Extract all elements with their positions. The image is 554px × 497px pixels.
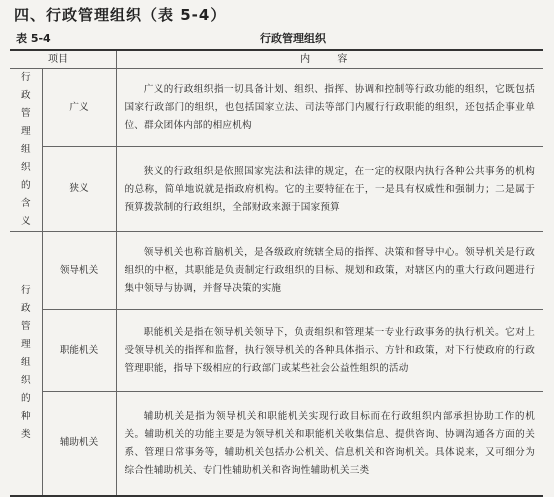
row-text-leadership: 领导机关也称首脑机关，是各级政府统辖全局的指挥、决策和督导中心。领导机关是行政组织的中枢，其职能是负责制定行政组织的目标、规划和政策，对辖区内的重大行政问题进行集中领导与协调，并督导决策的实施 [116, 232, 543, 310]
table-row [10, 310, 543, 392]
row-text-auxiliary: 辅助机关是指为领导机关和职能机关实现行政目标而在行政组织内部承担协助工作的机关。辅助机关的功能主要是为领导机关和职能机关收集信息、提供咨询、协调沟通各方面的关系、管理日常事务等，辅助机关包括办公机关、信息机关和咨询机关。具体说来，又可细分为综合性辅助机关、专门性辅助机关和咨询性辅助机关三类 [116, 392, 543, 496]
table-row [10, 147, 543, 232]
table-row [10, 69, 543, 147]
table-row [10, 232, 543, 310]
table-title: 行政管理组织 [260, 32, 326, 45]
row-label-narrow: 狭义 [42, 147, 116, 232]
row-label-auxiliary: 辅助机关 [42, 392, 116, 496]
section-heading: 四、行政管理组织（表 5-4） [14, 6, 227, 24]
row-text-functional: 职能机关是指在领导机关领导下，负责组织和管理某一专业行政事务的执行机关。它对上受领导机关的指挥和监督，执行领导机关的各种具体指示、方针和政策，对下行使政府的行政管理职能，指导下级相应的行政部门或某些社会公益性组织的活动 [116, 310, 543, 392]
table-number: 表 5-4 [16, 32, 51, 45]
admin-organization-table [10, 49, 543, 497]
header-content: 内 容 [116, 50, 543, 69]
row-label-broad: 广义 [42, 69, 116, 147]
row-label-functional: 职能机关 [42, 310, 116, 392]
header-item: 项目 [10, 50, 116, 69]
category-types [10, 232, 42, 496]
category-types-label: 行政管理组织的种类 [20, 285, 31, 441]
table-caption [14, 30, 542, 46]
row-text-broad: 广义的行政组织指一切具备计划、组织、指挥、协调和控制等行政功能的组织，它既包括国家行政部门的组织，也包括国家立法、司法等部门内履行行政职能的组织，还包括企事业单位、群众团体内部的相应机构 [116, 69, 543, 147]
category-meaning [10, 69, 42, 232]
table-header-row [10, 50, 543, 69]
row-label-leadership: 领导机关 [42, 232, 116, 310]
row-text-narrow: 狭义的行政组织是依照国家宪法和法律的规定，在一定的权限内执行各种公共事务的机构的总称，简单地说就是指政府机构。它的主要特征在于，一是具有权威性和强制力；二是属于预算拨款制的行政组织，全部财政来源于国家预算 [116, 147, 543, 232]
table-row [10, 392, 543, 496]
category-meaning-label: 行政管理组织的含义 [20, 72, 31, 227]
